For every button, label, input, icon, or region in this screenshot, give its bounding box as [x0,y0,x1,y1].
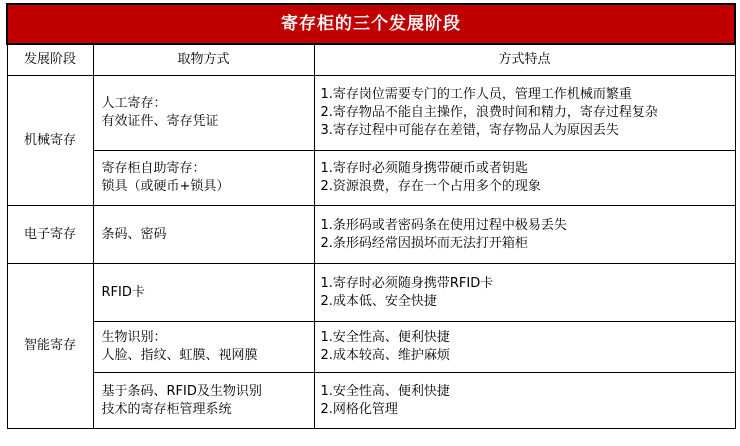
table-row [7,151,735,206]
feature-line: 2.网格化管理 [320,401,398,417]
table-row [7,76,735,151]
method-line: 人脸、指纹、虹膜、视网膜 [101,348,258,363]
feature-line: 3.寄存过程中可能存在差错，寄存物品人为原因丢失 [320,123,619,138]
method-line: RFID卡 [101,284,145,300]
method-line: 寄存柜自助寄存： [101,161,206,176]
feature-line: 1.条形码或者密码条在使用过程中极易丢失 [320,217,567,233]
title-row [7,4,735,44]
feature-line: 1.安全性高、便利快捷 [320,330,450,345]
feature-line: 2.资源浪费，存在一个占用多个的现象 [320,179,541,194]
table-row [7,373,735,429]
method-line: 有效证件、寄存凭证 [101,114,219,129]
method-line: 基于条码、RFID及生物识别 [101,383,262,399]
feature-line: 1.寄存时必须随身携带硬币或者钥匙 [320,161,528,176]
header-method: 取物方式 [93,44,314,76]
method-line: 锁具（或硬币+锁具） [101,179,230,194]
feature-line: 1.寄存时必须随身携带RFID卡 [320,275,494,291]
method-cell [93,373,314,429]
table-row [7,322,735,373]
header-stage: 发展阶段 [7,44,93,76]
stage-smart: 智能寄存 [7,264,93,429]
method-line: 技术的寄存柜管理系统 [101,401,232,417]
features-cell [314,76,735,151]
stages-table [6,3,736,429]
feature-line: 2.成本低、安全快捷 [320,293,437,309]
stage-electronic: 电子寄存 [7,206,93,264]
method-line: 人工寄存： [101,96,167,111]
features-cell [314,322,735,373]
table-row [7,206,735,264]
method-line: 条码、密码 [101,226,167,242]
features-cell [314,206,735,264]
method-cell [93,151,314,206]
method-cell [93,322,314,373]
features-cell [314,264,735,322]
features-cell [314,373,735,429]
table-row [7,264,735,322]
header-features: 方式特点 [314,44,735,76]
feature-line: 2.成本较高、维护麻烦 [320,348,450,363]
method-cell [93,206,314,264]
table-title: 寄存柜的三个发展阶段 [7,4,735,44]
feature-line: 1.寄存岗位需要专门的工作人员，管理工作机械而繁重 [320,87,632,102]
method-cell [93,264,314,322]
feature-line: 2.寄存物品不能自主操作，浪费时间和精力，寄存过程复杂 [320,105,658,120]
method-line: 生物识别： [101,330,167,345]
header-row [7,44,735,76]
feature-line: 2.条形码经常因损坏而无法打开箱柜 [320,235,528,251]
feature-line: 1.安全性高、便利快捷 [320,383,450,399]
stage-mechanical: 机械寄存 [7,76,93,206]
features-cell [314,151,735,206]
stages-table-container [6,3,734,429]
method-cell [93,76,314,151]
